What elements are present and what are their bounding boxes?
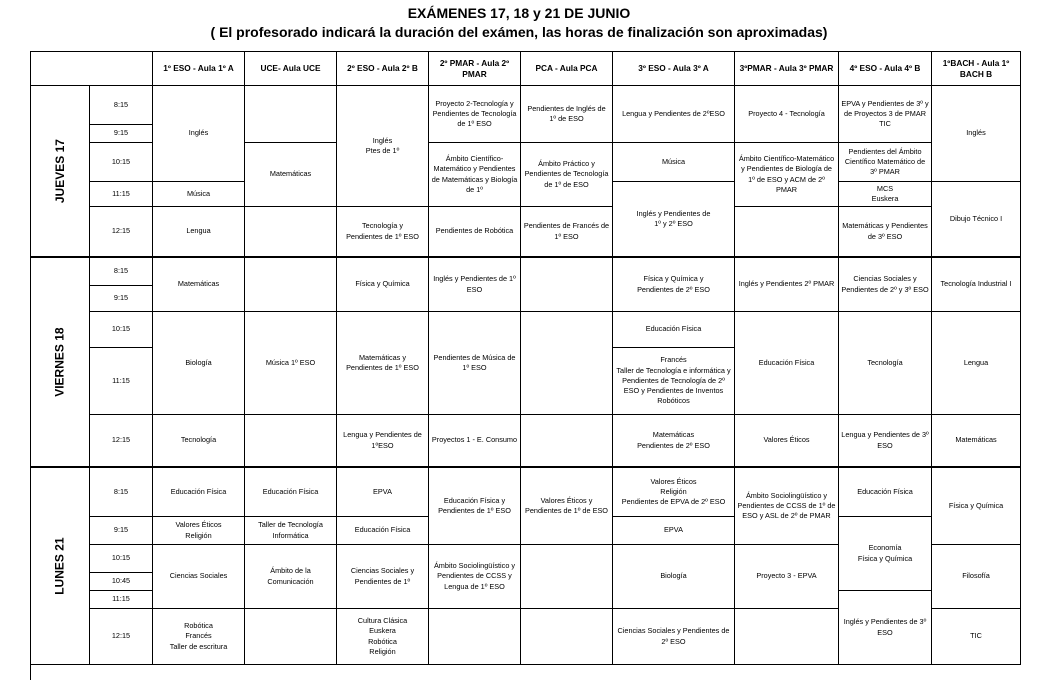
exam-cell: Inglés y Pendientes de 3º ESO (839, 591, 932, 665)
title-line-2: ( El profesorado indicará la duración del exámen, las horas de finalización son aproximadas) (210, 24, 828, 40)
exam-cell: Música (153, 182, 245, 207)
exam-cell: Educación Física (153, 468, 245, 517)
exam-cell: Inglés (932, 86, 1021, 182)
exam-cell: Matemáticas (245, 143, 337, 207)
table-corner (31, 52, 153, 86)
exam-cell: Valores Éticos y Pendientes de 1º de ESO (521, 468, 613, 545)
time-slot: 11:15 (90, 591, 153, 609)
exam-cell: Tecnología (153, 415, 245, 468)
exam-cell: Inglés (153, 86, 245, 182)
time-slot: 9:15 (90, 517, 153, 545)
exam-cell: Ámbito Sociolingüístico y Pendientes de CCSS y Lengua de 1º ESO (429, 545, 521, 609)
exam-cell: MCS Euskera (839, 182, 932, 207)
exam-cell: Educación Física y Pendientes de 1º ESO (429, 468, 521, 545)
exam-cell: Matemáticas (932, 415, 1021, 468)
exam-cell: EPVA (613, 517, 735, 545)
exam-cell: EPVA (337, 468, 429, 517)
exam-cell: Valores Éticos Religión Pendientes de EPVA de 2º ESO (613, 468, 735, 517)
exam-cell: Tecnología y Pendientes de 1º ESO (337, 207, 429, 258)
exam-cell: Inglés y Pendientes de 1º y 2º ESO (613, 182, 735, 258)
exam-cell: Proyecto 4 - Tecnología (735, 86, 839, 143)
exam-cell (245, 258, 337, 312)
time-slot: 9:15 (90, 125, 153, 143)
exam-cell (245, 415, 337, 468)
exam-cell (735, 207, 839, 258)
exam-cell: Pendientes de Inglés de 1º de ESO (521, 86, 613, 143)
exam-cell: TIC (932, 609, 1021, 665)
exam-cell (429, 609, 521, 665)
day-label: VIERNES 18 (31, 258, 90, 468)
exam-cell: Inglés Ptes de 1º (337, 86, 429, 207)
exam-cell (521, 258, 613, 312)
time-slot: 11:15 (90, 348, 153, 415)
exam-schedule-table (30, 51, 1021, 680)
exam-cell: Robótica Francés Taller de escritura (153, 609, 245, 665)
exam-cell: Ciencias Sociales (153, 545, 245, 609)
exam-cell (521, 609, 613, 665)
exam-cell (245, 86, 337, 143)
exam-cell: Economía Física y Química (839, 517, 932, 591)
time-slot: 8:15 (90, 86, 153, 125)
exam-cell: Proyectos 1 - E. Consumo (429, 415, 521, 468)
column-header: 2º ESO - Aula 2º B (337, 52, 429, 86)
exam-cell (521, 415, 613, 468)
exam-cell: Lengua (932, 312, 1021, 415)
time-slot: 12:15 (90, 609, 153, 665)
time-slot: 10:15 (90, 143, 153, 182)
exam-cell: Física y Química (337, 258, 429, 312)
exam-cell: Proyecto 3 - EPVA (735, 545, 839, 609)
day-label: JUEVES 17 (31, 86, 90, 258)
exam-cell: Educación Física (839, 468, 932, 517)
exam-cell: Lengua y Pendientes de 1ºESO (337, 415, 429, 468)
exam-cell (245, 609, 337, 665)
column-header: PCA - Aula PCA (521, 52, 613, 86)
exam-cell: Física y Química (932, 468, 1021, 545)
exam-cell: Cultura Clásica Euskera Robótica Religión (337, 609, 429, 665)
exam-cell: Biología (613, 545, 735, 609)
exam-cell: Educación Física (245, 468, 337, 517)
column-header: 1º ESO - Aula 1º A (153, 52, 245, 86)
exam-cell: Ámbito de la Comunicación (245, 545, 337, 609)
column-header: UCE- Aula UCE (245, 52, 337, 86)
column-header: 1ºBACH - Aula 1º BACH B (932, 52, 1021, 86)
exam-cell: Valores Éticos Religión (153, 517, 245, 545)
exam-cell: Matemáticas (153, 258, 245, 312)
exam-cell (521, 545, 613, 609)
exam-cell: Dibujo Técnico I (932, 182, 1021, 258)
exam-cell: Ámbito Práctico y Pendientes de Tecnología de 1º de ESO (521, 143, 613, 207)
exam-cell (735, 609, 839, 665)
exam-cell: Ciencias Sociales y Pendientes de 1º (337, 545, 429, 609)
day-label: LUNES 21 (31, 468, 90, 665)
exam-cell: Educación Física (337, 517, 429, 545)
time-slot: 12:15 (90, 207, 153, 258)
time-slot: 8:15 (90, 468, 153, 517)
column-header: 2º PMAR - Aula 2º PMAR (429, 52, 521, 86)
exam-cell: Francés Taller de Tecnología e informática y Pendientes de Tecnología de 2º ESO y Pendientes de Inventos Robóticos (613, 348, 735, 415)
time-slot: 12:15 (90, 415, 153, 468)
exam-cell: Valores Éticos (735, 415, 839, 468)
exam-cell: Ciencias Sociales y Pendientes de 2º ESO (613, 609, 735, 665)
exam-cell: Educación Física (613, 312, 735, 348)
exam-cell: Inglés y Pendientes 2º PMAR (735, 258, 839, 312)
exam-cell: Ámbito Sociolingüístico y Pendientes de CCSS de 1º de ESO y ASL de 2º de PMAR (735, 468, 839, 545)
exam-cell: Biología (153, 312, 245, 415)
exam-cell: Pendientes de Música de 1º ESO (429, 312, 521, 415)
time-slot: 10:45 (90, 573, 153, 591)
exam-cell: Pendientes de Robótica (429, 207, 521, 258)
exam-cell (521, 312, 613, 415)
exam-cell: Lengua y Pendientes de 3º ESO (839, 415, 932, 468)
exam-cell: Proyecto 2-Tecnología y Pendientes de Tecnología de 1º ESO (429, 86, 521, 143)
exam-cell: Matemáticas y Pendientes de 1º ESO (337, 312, 429, 415)
column-header: 3º ESO - Aula 3º A (613, 52, 735, 86)
time-slot: 8:15 (90, 258, 153, 286)
exam-cell: Matemáticas y Pendientes de 3º ESO (839, 207, 932, 258)
exam-cell: Lengua (153, 207, 245, 258)
exam-cell: Música (613, 143, 735, 182)
exam-cell: Filosofía (932, 545, 1021, 609)
exam-cell: Pendientes del Ámbito Científico Matemático de 3º PMAR (839, 143, 932, 182)
exam-cell: Física y Química y Pendientes de 2º ESO (613, 258, 735, 312)
exam-cell: Pendientes de Francés de 1º ESO (521, 207, 613, 258)
time-slot: 10:15 (90, 312, 153, 348)
exam-cell: Educación Física (735, 312, 839, 415)
exam-cell: Música 1º ESO (245, 312, 337, 415)
exam-cell: Ámbito Científico-Matemático y Pendientes de Matemáticas y Biología de 1º (429, 143, 521, 207)
exam-cell: Inglés y Pendientes de 1º ESO (429, 258, 521, 312)
exam-cell: Taller de Tecnología Informática (245, 517, 337, 545)
time-slot: 9:15 (90, 286, 153, 312)
exam-cell: Tecnología Industrial I (932, 258, 1021, 312)
time-slot: 10:15 (90, 545, 153, 573)
column-header: 3ºPMAR - Aula 3º PMAR (735, 52, 839, 86)
exam-cell: Matemáticas Pendientes de 2º ESO (613, 415, 735, 468)
exam-cell: Ciencias Sociales y Pendientes de 2º y 3º ESO (839, 258, 932, 312)
exam-cell (245, 207, 337, 258)
exam-cell: Tecnología (839, 312, 932, 415)
exam-cell: Lengua y Pendientes de 2ºESO (613, 86, 735, 143)
title-line-1: EXÁMENES 17, 18 y 21 DE JUNIO (407, 5, 631, 21)
exam-cell: Ámbito Científico-Matemático y Pendientes de Biología de 1º de ESO y ACM de 2º PMAR (735, 143, 839, 207)
column-header: 4º ESO - Aula 4º B (839, 52, 932, 86)
time-slot: 11:15 (90, 182, 153, 207)
exam-cell: EPVA y Pendientes de 3º y de Proyectos 3 de PMAR TIC (839, 86, 932, 143)
document-title (0, 4, 1038, 42)
